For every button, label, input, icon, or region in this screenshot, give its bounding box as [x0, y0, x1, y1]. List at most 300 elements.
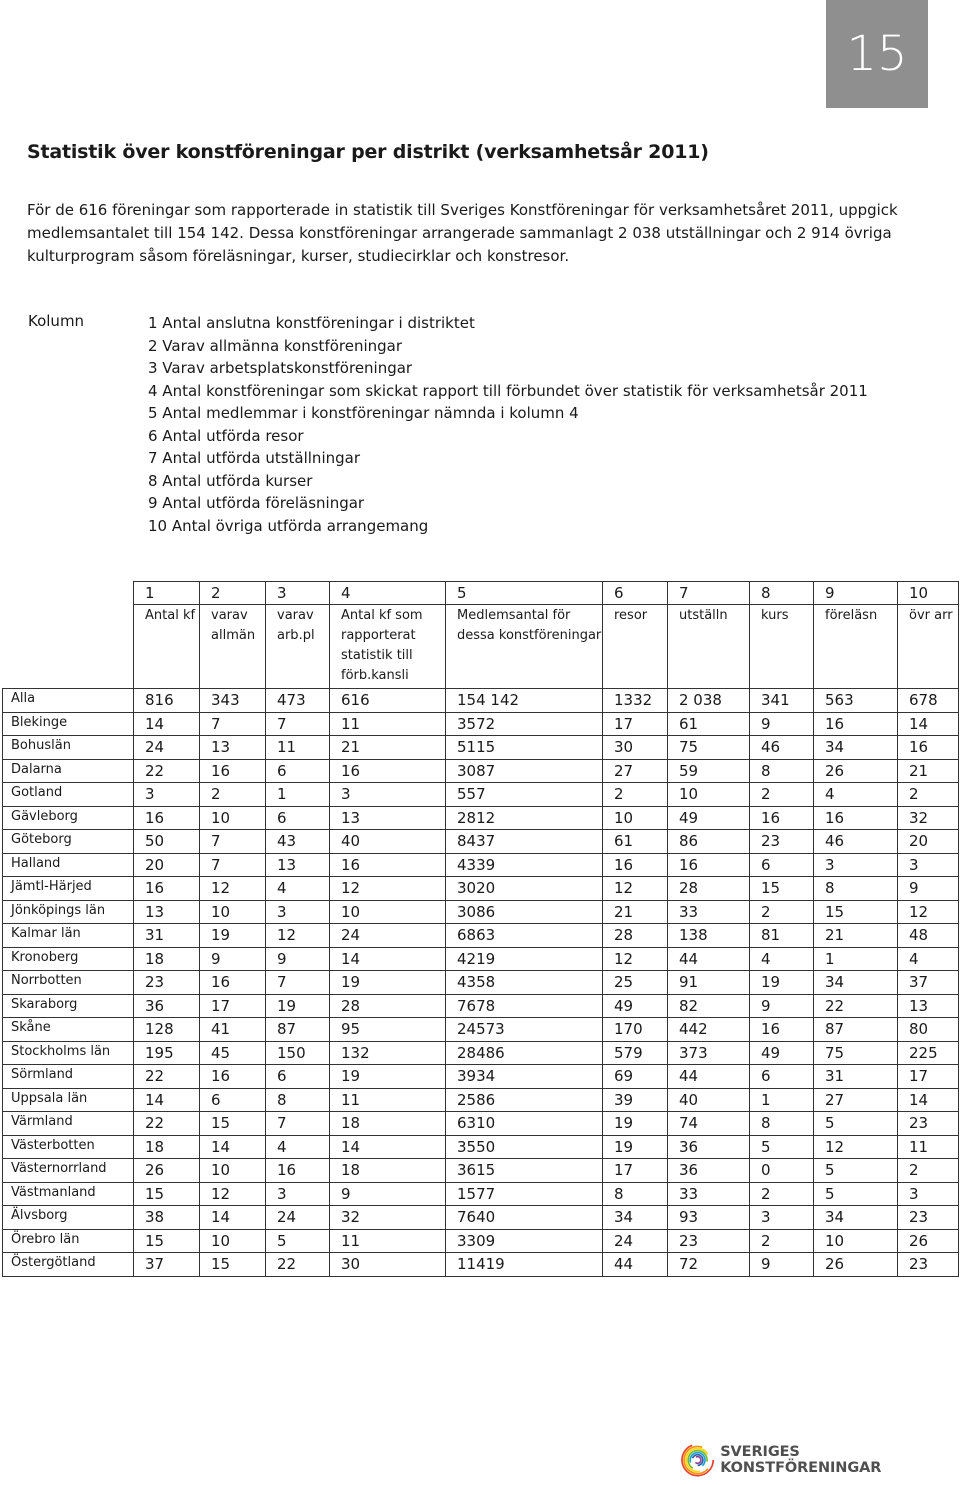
- table-body: [3, 689, 959, 1277]
- district-name: Värmland: [3, 1112, 134, 1136]
- district-name: Alla: [3, 689, 134, 713]
- table-cell: 33: [668, 900, 750, 924]
- table-cell: 4219: [446, 947, 603, 971]
- table-cell: 21: [814, 924, 898, 948]
- table-cell: 39: [603, 1088, 668, 1112]
- column-number: 3: [266, 582, 330, 605]
- table-cell: 10: [200, 900, 266, 924]
- table-cell: 16: [200, 759, 266, 783]
- intro-paragraph: För de 616 föreningar som rapporterade in statistik till Sveriges Konstföreningar för verksamhetsåret 2011, uppgick medlemsantalet till 154 142. Dessa konstföreningar arrangerade sammanlagt 2 038 utställningar och 2 914 övriga kulturprogram såsom föreläsningar, kurser, studiecirklar och konstresor.: [27, 201, 898, 265]
- district-name: Västmanland: [3, 1182, 134, 1206]
- table-row: [3, 1206, 959, 1230]
- table-cell: 6: [750, 853, 814, 877]
- table-cell: 32: [898, 806, 959, 830]
- legend-item: 9 Antal utförda föreläsningar: [148, 494, 365, 512]
- table-row: [3, 1229, 959, 1253]
- table-cell: 38: [134, 1206, 200, 1230]
- table-cell: 11: [898, 1135, 959, 1159]
- table-cell: 81: [750, 924, 814, 948]
- table-row: [3, 1135, 959, 1159]
- table-cell: 15: [134, 1182, 200, 1206]
- table-cell: 7: [200, 712, 266, 736]
- table-cell: 93: [668, 1206, 750, 1230]
- table-cell: 16: [330, 759, 446, 783]
- table-cell: 15: [814, 900, 898, 924]
- table-cell: 3: [814, 853, 898, 877]
- table-cell: 13: [266, 853, 330, 877]
- table-cell: 6: [266, 1065, 330, 1089]
- table-cell: 21: [330, 736, 446, 760]
- table-cell: 12: [814, 1135, 898, 1159]
- table-cell: 16: [134, 877, 200, 901]
- district-name: Norrbotten: [3, 971, 134, 995]
- legend-item: 5 Antal medlemmar i konstföreningar nämnda i kolumn 4: [148, 404, 579, 422]
- table-row: [3, 1088, 959, 1112]
- legend-item: 1 Antal anslutna konstföreningar i distriktet: [148, 314, 475, 332]
- table-cell: 9: [266, 947, 330, 971]
- table-cell: 138: [668, 924, 750, 948]
- table-cell: 95: [330, 1018, 446, 1042]
- table-cell: 2: [750, 1182, 814, 1206]
- table-cell: 6863: [446, 924, 603, 948]
- table-cell: 82: [668, 994, 750, 1018]
- table-cell: 10: [200, 806, 266, 830]
- logo-text: SVERIGES KONSTFÖRENINGAR: [720, 1444, 882, 1476]
- column-label: varav allmän: [200, 605, 266, 689]
- table-cell: 15: [200, 1253, 266, 1277]
- table-cell: 23: [898, 1206, 959, 1230]
- table-cell: 31: [814, 1065, 898, 1089]
- table-cell: 23: [898, 1253, 959, 1277]
- district-name: Östergötland: [3, 1253, 134, 1277]
- table-cell: 13: [200, 736, 266, 760]
- district-name: Gotland: [3, 783, 134, 807]
- table-cell: 23: [898, 1112, 959, 1136]
- table-cell: 8: [750, 759, 814, 783]
- table-cell: 34: [603, 1206, 668, 1230]
- table-cell: 14: [134, 712, 200, 736]
- table-cell: 7678: [446, 994, 603, 1018]
- column-label: kurs: [750, 605, 814, 689]
- organization-logo: [681, 1443, 960, 1477]
- table-cell: 15: [134, 1229, 200, 1253]
- district-name: Älvsborg: [3, 1206, 134, 1230]
- table-row: [3, 900, 959, 924]
- table-cell: 5: [814, 1112, 898, 1136]
- table-cell: 13: [330, 806, 446, 830]
- table-cell: 46: [814, 830, 898, 854]
- table-cell: 45: [200, 1041, 266, 1065]
- table-row: [3, 736, 959, 760]
- table-cell: 91: [668, 971, 750, 995]
- table-cell: 15: [750, 877, 814, 901]
- district-statistics-table: [2, 581, 959, 1277]
- table-cell: 15: [200, 1112, 266, 1136]
- legend-item: 6 Antal utförda resor: [148, 426, 304, 445]
- table-cell: 14: [134, 1088, 200, 1112]
- table-cell: 46: [750, 736, 814, 760]
- column-number: 6: [603, 582, 668, 605]
- table-cell: 36: [668, 1135, 750, 1159]
- table-cell: 18: [330, 1112, 446, 1136]
- table-cell: 557: [446, 783, 603, 807]
- table-cell: 5: [814, 1159, 898, 1183]
- table-cell: 40: [668, 1088, 750, 1112]
- district-name: Uppsala län: [3, 1088, 134, 1112]
- table-row: [3, 712, 959, 736]
- district-name: Jönköpings län: [3, 900, 134, 924]
- table-row: [3, 994, 959, 1018]
- column-label: utställn: [668, 605, 750, 689]
- table-cell: 17: [898, 1065, 959, 1089]
- table-cell: 34: [814, 736, 898, 760]
- table-cell: 10: [330, 900, 446, 924]
- table-cell: 18: [134, 947, 200, 971]
- table-cell: 61: [603, 830, 668, 854]
- table-cell: 80: [898, 1018, 959, 1042]
- legend-item: 3 Varav arbetsplatskonstföreningar: [148, 359, 413, 377]
- table-cell: 373: [668, 1041, 750, 1065]
- column-label: Antal kf: [134, 605, 200, 689]
- table-cell: 40: [330, 830, 446, 854]
- table-cell: 3: [750, 1206, 814, 1230]
- legend-item: 2 Varav allmänna konstföreningar: [148, 336, 403, 355]
- table-cell: 49: [668, 806, 750, 830]
- table-cell: 16: [603, 853, 668, 877]
- table-cell: 3550: [446, 1135, 603, 1159]
- table-cell: 3615: [446, 1159, 603, 1183]
- table-cell: 16: [200, 1065, 266, 1089]
- table-cell: 28: [668, 877, 750, 901]
- table-cell: 154 142: [446, 689, 603, 713]
- table-cell: 11: [330, 1088, 446, 1112]
- column-number: 7: [668, 582, 750, 605]
- table-cell: 9: [200, 947, 266, 971]
- table-cell: 9: [750, 994, 814, 1018]
- table-cell: 30: [330, 1253, 446, 1277]
- table-cell: 4: [750, 947, 814, 971]
- table-row: [3, 1065, 959, 1089]
- district-name: Dalarna: [3, 759, 134, 783]
- column-label: varav arb.pl: [266, 605, 330, 689]
- table-cell: 16: [814, 712, 898, 736]
- table-cell: 16: [814, 806, 898, 830]
- district-name: Sörmland: [3, 1065, 134, 1089]
- table-cell: 19: [750, 971, 814, 995]
- table-cell: 43: [266, 830, 330, 854]
- table-row: [3, 1018, 959, 1042]
- table-cell: 61: [668, 712, 750, 736]
- column-number: 9: [814, 582, 898, 605]
- table-cell: 11: [266, 736, 330, 760]
- district-name: Stockholms län: [3, 1041, 134, 1065]
- table-cell: 3020: [446, 877, 603, 901]
- table-cell: 2: [750, 783, 814, 807]
- table-cell: 14: [330, 1135, 446, 1159]
- table-row: [3, 1253, 959, 1277]
- table-cell: 16: [266, 1159, 330, 1183]
- district-name: Örebro län: [3, 1229, 134, 1253]
- table-cell: 7: [200, 830, 266, 854]
- table-row: [3, 947, 959, 971]
- table-cell: 9: [330, 1182, 446, 1206]
- table-cell: 7: [266, 712, 330, 736]
- district-name: Skåne: [3, 1018, 134, 1042]
- table-row: [3, 806, 959, 830]
- table-cell: 21: [603, 900, 668, 924]
- column-number: 10: [898, 582, 959, 605]
- table-cell: 16: [898, 736, 959, 760]
- table-cell: 19: [603, 1112, 668, 1136]
- table-cell: 442: [668, 1018, 750, 1042]
- table-cell: 2: [898, 783, 959, 807]
- table-cell: 4: [814, 783, 898, 807]
- table-cell: 44: [603, 1253, 668, 1277]
- table-cell: 28486: [446, 1041, 603, 1065]
- table-cell: 12: [603, 877, 668, 901]
- table-cell: 150: [266, 1041, 330, 1065]
- table-cell: 16: [668, 853, 750, 877]
- table-cell: 6: [200, 1088, 266, 1112]
- table-cell: 27: [814, 1088, 898, 1112]
- table-cell: 32: [330, 1206, 446, 1230]
- table-cell: 13: [898, 994, 959, 1018]
- district-name: Bohuslän: [3, 736, 134, 760]
- table-cell: 44: [668, 1065, 750, 1089]
- table-cell: 7640: [446, 1206, 603, 1230]
- table-cell: 8437: [446, 830, 603, 854]
- table-cell: 10: [200, 1229, 266, 1253]
- legend-label: Kolumn: [28, 312, 85, 330]
- table-cell: 28: [330, 994, 446, 1018]
- table-cell: 37: [134, 1253, 200, 1277]
- table-cell: 4: [898, 947, 959, 971]
- table-cell: 5: [814, 1182, 898, 1206]
- table-cell: 19: [330, 971, 446, 995]
- column-number: 2: [200, 582, 266, 605]
- table-cell: 341: [750, 689, 814, 713]
- table-cell: 11: [330, 712, 446, 736]
- table-cell: 6: [266, 759, 330, 783]
- table-cell: 3: [330, 783, 446, 807]
- table-cell: 10: [668, 783, 750, 807]
- table-cell: 48: [898, 924, 959, 948]
- table-cell: 19: [330, 1065, 446, 1089]
- table-cell: 1332: [603, 689, 668, 713]
- column-number: 1: [134, 582, 200, 605]
- table-cell: 3: [266, 1182, 330, 1206]
- table-cell: 74: [668, 1112, 750, 1136]
- table-cell: 23: [668, 1229, 750, 1253]
- table-cell: 563: [814, 689, 898, 713]
- table-cell: 16: [200, 971, 266, 995]
- table-cell: 19: [266, 994, 330, 1018]
- table-cell: 12: [330, 877, 446, 901]
- table-cell: 22: [266, 1253, 330, 1277]
- table-cell: 20: [898, 830, 959, 854]
- table-cell: 24: [330, 924, 446, 948]
- table-cell: 5115: [446, 736, 603, 760]
- table-cell: 18: [330, 1159, 446, 1183]
- table-cell: 9: [750, 1253, 814, 1277]
- column-label: Medlemsantal för dessa konstföreningar: [446, 605, 603, 689]
- column-number: 4: [330, 582, 446, 605]
- table-cell: 22: [134, 759, 200, 783]
- table-cell: 24: [603, 1229, 668, 1253]
- table-cell: 132: [330, 1041, 446, 1065]
- logo-arc: [695, 1457, 700, 1464]
- table-cell: 13: [134, 900, 200, 924]
- table-cell: 7: [200, 853, 266, 877]
- table-cell: 50: [134, 830, 200, 854]
- table-cell: 36: [668, 1159, 750, 1183]
- table-cell: 8: [603, 1182, 668, 1206]
- table-cell: 3: [898, 853, 959, 877]
- table-cell: 16: [750, 1018, 814, 1042]
- table-row: [3, 877, 959, 901]
- table-cell: 12: [603, 947, 668, 971]
- table-cell: 19: [603, 1135, 668, 1159]
- table-cell: 128: [134, 1018, 200, 1042]
- table-cell: 3: [266, 900, 330, 924]
- table-cell: 9: [898, 877, 959, 901]
- table-cell: 26: [814, 759, 898, 783]
- table-cell: 24: [134, 736, 200, 760]
- table-row: [3, 924, 959, 948]
- district-name: Västerbotten: [3, 1135, 134, 1159]
- table-cell: 3: [134, 783, 200, 807]
- table-cell: 22: [134, 1065, 200, 1089]
- table-cell: 25: [603, 971, 668, 995]
- table-cell: 4339: [446, 853, 603, 877]
- table-cell: 2: [200, 783, 266, 807]
- table-cell: 87: [266, 1018, 330, 1042]
- table-cell: 75: [668, 736, 750, 760]
- table-cell: 195: [134, 1041, 200, 1065]
- table-cell: 6310: [446, 1112, 603, 1136]
- table-cell: 16: [134, 806, 200, 830]
- table-cell: 2 038: [668, 689, 750, 713]
- column-label: Antal kf som rapporterat statistik till förb.kansli: [330, 605, 446, 689]
- table-cell: 3309: [446, 1229, 603, 1253]
- table-cell: 4358: [446, 971, 603, 995]
- table-row: [3, 1112, 959, 1136]
- table-cell: 1: [750, 1088, 814, 1112]
- table-cell: 12: [898, 900, 959, 924]
- table-cell: 6: [266, 806, 330, 830]
- table-cell: 14: [330, 947, 446, 971]
- table-cell: 22: [814, 994, 898, 1018]
- legend-item: 8 Antal utförda kurser: [148, 471, 313, 490]
- district-name: Halland: [3, 853, 134, 877]
- table-row: [3, 759, 959, 783]
- table-cell: 20: [134, 853, 200, 877]
- table-cell: 28: [603, 924, 668, 948]
- table-cell: 11: [330, 1229, 446, 1253]
- table-cell: 3934: [446, 1065, 603, 1089]
- table-cell: 49: [603, 994, 668, 1018]
- table-cell: 678: [898, 689, 959, 713]
- table-cell: 0: [750, 1159, 814, 1183]
- table-cell: 49: [750, 1041, 814, 1065]
- table-cell: 44: [668, 947, 750, 971]
- table-cell: 1: [814, 947, 898, 971]
- column-label: föreläsn: [814, 605, 898, 689]
- district-name: Kalmar län: [3, 924, 134, 948]
- table-cell: 14: [898, 1088, 959, 1112]
- table-cell: 10: [200, 1159, 266, 1183]
- table-cell: 4: [266, 877, 330, 901]
- table-cell: 72: [668, 1253, 750, 1277]
- table-cell: 37: [898, 971, 959, 995]
- page-number-badge: 15: [826, 0, 928, 108]
- table-cell: 86: [668, 830, 750, 854]
- district-name: Gävleborg: [3, 806, 134, 830]
- table-cell: 22: [134, 1112, 200, 1136]
- column-label: resor: [603, 605, 668, 689]
- district-name: Skaraborg: [3, 994, 134, 1018]
- table-cell: 12: [200, 1182, 266, 1206]
- table-cell: 16: [330, 853, 446, 877]
- table-cell: 225: [898, 1041, 959, 1065]
- table-row: [3, 853, 959, 877]
- table-cell: 2: [750, 1229, 814, 1253]
- table-cell: 75: [814, 1041, 898, 1065]
- table-cell: 30: [603, 736, 668, 760]
- table-cell: 3572: [446, 712, 603, 736]
- table-cell: 26: [814, 1253, 898, 1277]
- spiral-logo-icon: [681, 1443, 714, 1477]
- column-number-row: [3, 582, 959, 605]
- table-cell: 14: [898, 712, 959, 736]
- table-cell: 343: [200, 689, 266, 713]
- table-cell: 1: [266, 783, 330, 807]
- table-cell: 19: [200, 924, 266, 948]
- table-cell: 34: [814, 971, 898, 995]
- table-cell: 12: [200, 877, 266, 901]
- table-cell: 14: [200, 1206, 266, 1230]
- table-cell: 17: [603, 712, 668, 736]
- district-name: Blekinge: [3, 712, 134, 736]
- table-cell: 26: [134, 1159, 200, 1183]
- table-cell: 14: [200, 1135, 266, 1159]
- table-cell: 27: [603, 759, 668, 783]
- table-cell: 8: [814, 877, 898, 901]
- table-cell: 8: [266, 1088, 330, 1112]
- table-cell: 170: [603, 1018, 668, 1042]
- legend-item: 7 Antal utförda utställningar: [148, 449, 360, 467]
- table-cell: 7: [266, 971, 330, 995]
- table-cell: 69: [603, 1065, 668, 1089]
- table-row: [3, 783, 959, 807]
- table-cell: 2586: [446, 1088, 603, 1112]
- table-cell: 6: [750, 1065, 814, 1089]
- table-cell: 5: [266, 1229, 330, 1253]
- table-cell: 3: [898, 1182, 959, 1206]
- table-row: [3, 1182, 959, 1206]
- table-cell: 59: [668, 759, 750, 783]
- table-cell: 41: [200, 1018, 266, 1042]
- table-cell: 23: [750, 830, 814, 854]
- legend-item: 10 Antal övriga utförda arrangemang: [148, 516, 429, 535]
- table-cell: 2: [898, 1159, 959, 1183]
- table-cell: 4: [266, 1135, 330, 1159]
- table-cell: 31: [134, 924, 200, 948]
- table-cell: 7: [266, 1112, 330, 1136]
- table-cell: 10: [603, 806, 668, 830]
- table-cell: 17: [200, 994, 266, 1018]
- corner-cell: [3, 582, 134, 689]
